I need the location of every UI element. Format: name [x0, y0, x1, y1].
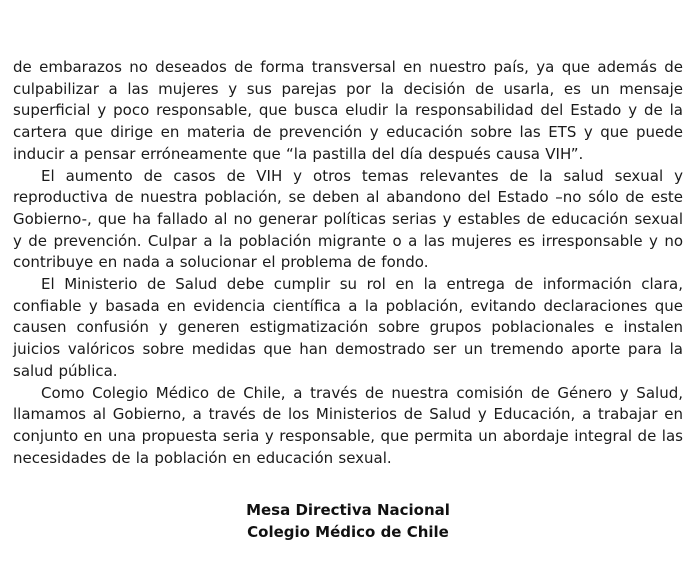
- signature-line-organization-board: Mesa Directiva Nacional: [246, 501, 450, 520]
- signature-block: [13, 499, 683, 543]
- paragraph-vih-increase: El aumento de casos de VIH y otros temas relevantes de la salud sexual y reproductiva de nuestra población, se deben al abandono del Estado –no sólo de este Gobierno-, que ha fallado al no generar políticas serias y estables de educación sexual y de prevención. Culpar a la población migrante o a las mujeres es irresponsable y no contribuye en nada a solucionar el problema de fondo.: [13, 166, 683, 272]
- paragraph-call-to-government: Como Colegio Médico de Chile, a través de nuestra comisión de Género y Salud, llamamos al Gobierno, a través de los Ministerios de Salud y Educación, a trabajar en conjunto en una propuesta seria y responsable, que permita un abordaje integral de las necesidades de la población en educación sexual.: [13, 383, 683, 467]
- paragraph-continuation: de embarazos no deseados de forma transversal en nuestro país, ya que además de culpabilizar a las mujeres y sus parejas por la decisión de usarla, es un mensaje superficial y poco responsable, que busca eludir la responsabilidad del Estado y de la cartera que dirige en materia de prevención y educación sobre las ETS y que puede inducir a pensar erróneamente que “la pastilla del día después causa VIH”.: [13, 58, 683, 163]
- letter-body: [13, 57, 683, 543]
- signature-line-organization-name: Colegio Médico de Chile: [247, 523, 449, 542]
- paragraph-ministry-role: El Ministerio de Salud debe cumplir su rol en la entrega de información clara, confiable y basada en evidencia científica a la población, evitando declaraciones que causen confusión y generen estigmatización sobre grupos poblacionales e instalen juicios valóricos sobre medidas que han demostrado ser un tremendo aporte para la salud pública.: [13, 275, 683, 380]
